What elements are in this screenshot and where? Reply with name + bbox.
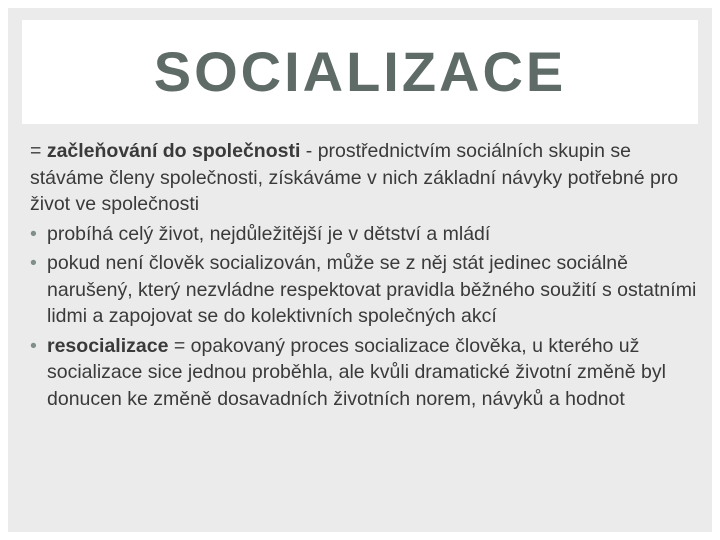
bullet-item (30, 333, 700, 413)
intro-prefix: = (30, 140, 47, 162)
bullet-term: resocializace (47, 334, 169, 357)
bullet-item (30, 221, 700, 248)
bullet-text: pokud není člověk socializován, může se z něj stát jedinec sociálně narušený, který nezvládne respektovat pravidla běžného soužití s ostatními lidmi a zapojovat se do kolektivních společných akcí (47, 252, 697, 327)
bullet-item (30, 250, 700, 330)
bullet-list (30, 221, 700, 413)
bullet-dot-icon: • (30, 252, 37, 274)
slide-body (30, 138, 700, 415)
bullet-dot-icon: • (30, 334, 37, 357)
intro-term: začleňování do společnosti (46, 140, 301, 162)
intro-paragraph (30, 138, 700, 218)
bullet-dot-icon: • (30, 222, 37, 245)
slide-title: SOCIALIZACE (153, 40, 567, 103)
bullet-text: = opakovaný proces socializace člověka, u kterého už socializace sice jednou proběhla, ale kvůli dramatické životní změně byl donucen ke změně dosavadních životních norem, návyků a hodnot (47, 334, 666, 410)
intro-text: - prostřednictvím sociálních skupin se stáváme členy společnosti, získáváme v nich základní návyky potřebné pro život ve společnosti (30, 140, 679, 215)
bullet-text: probíhá celý život, nejdůležitější je v dětství a mládí (47, 222, 491, 245)
title-box (22, 20, 698, 124)
